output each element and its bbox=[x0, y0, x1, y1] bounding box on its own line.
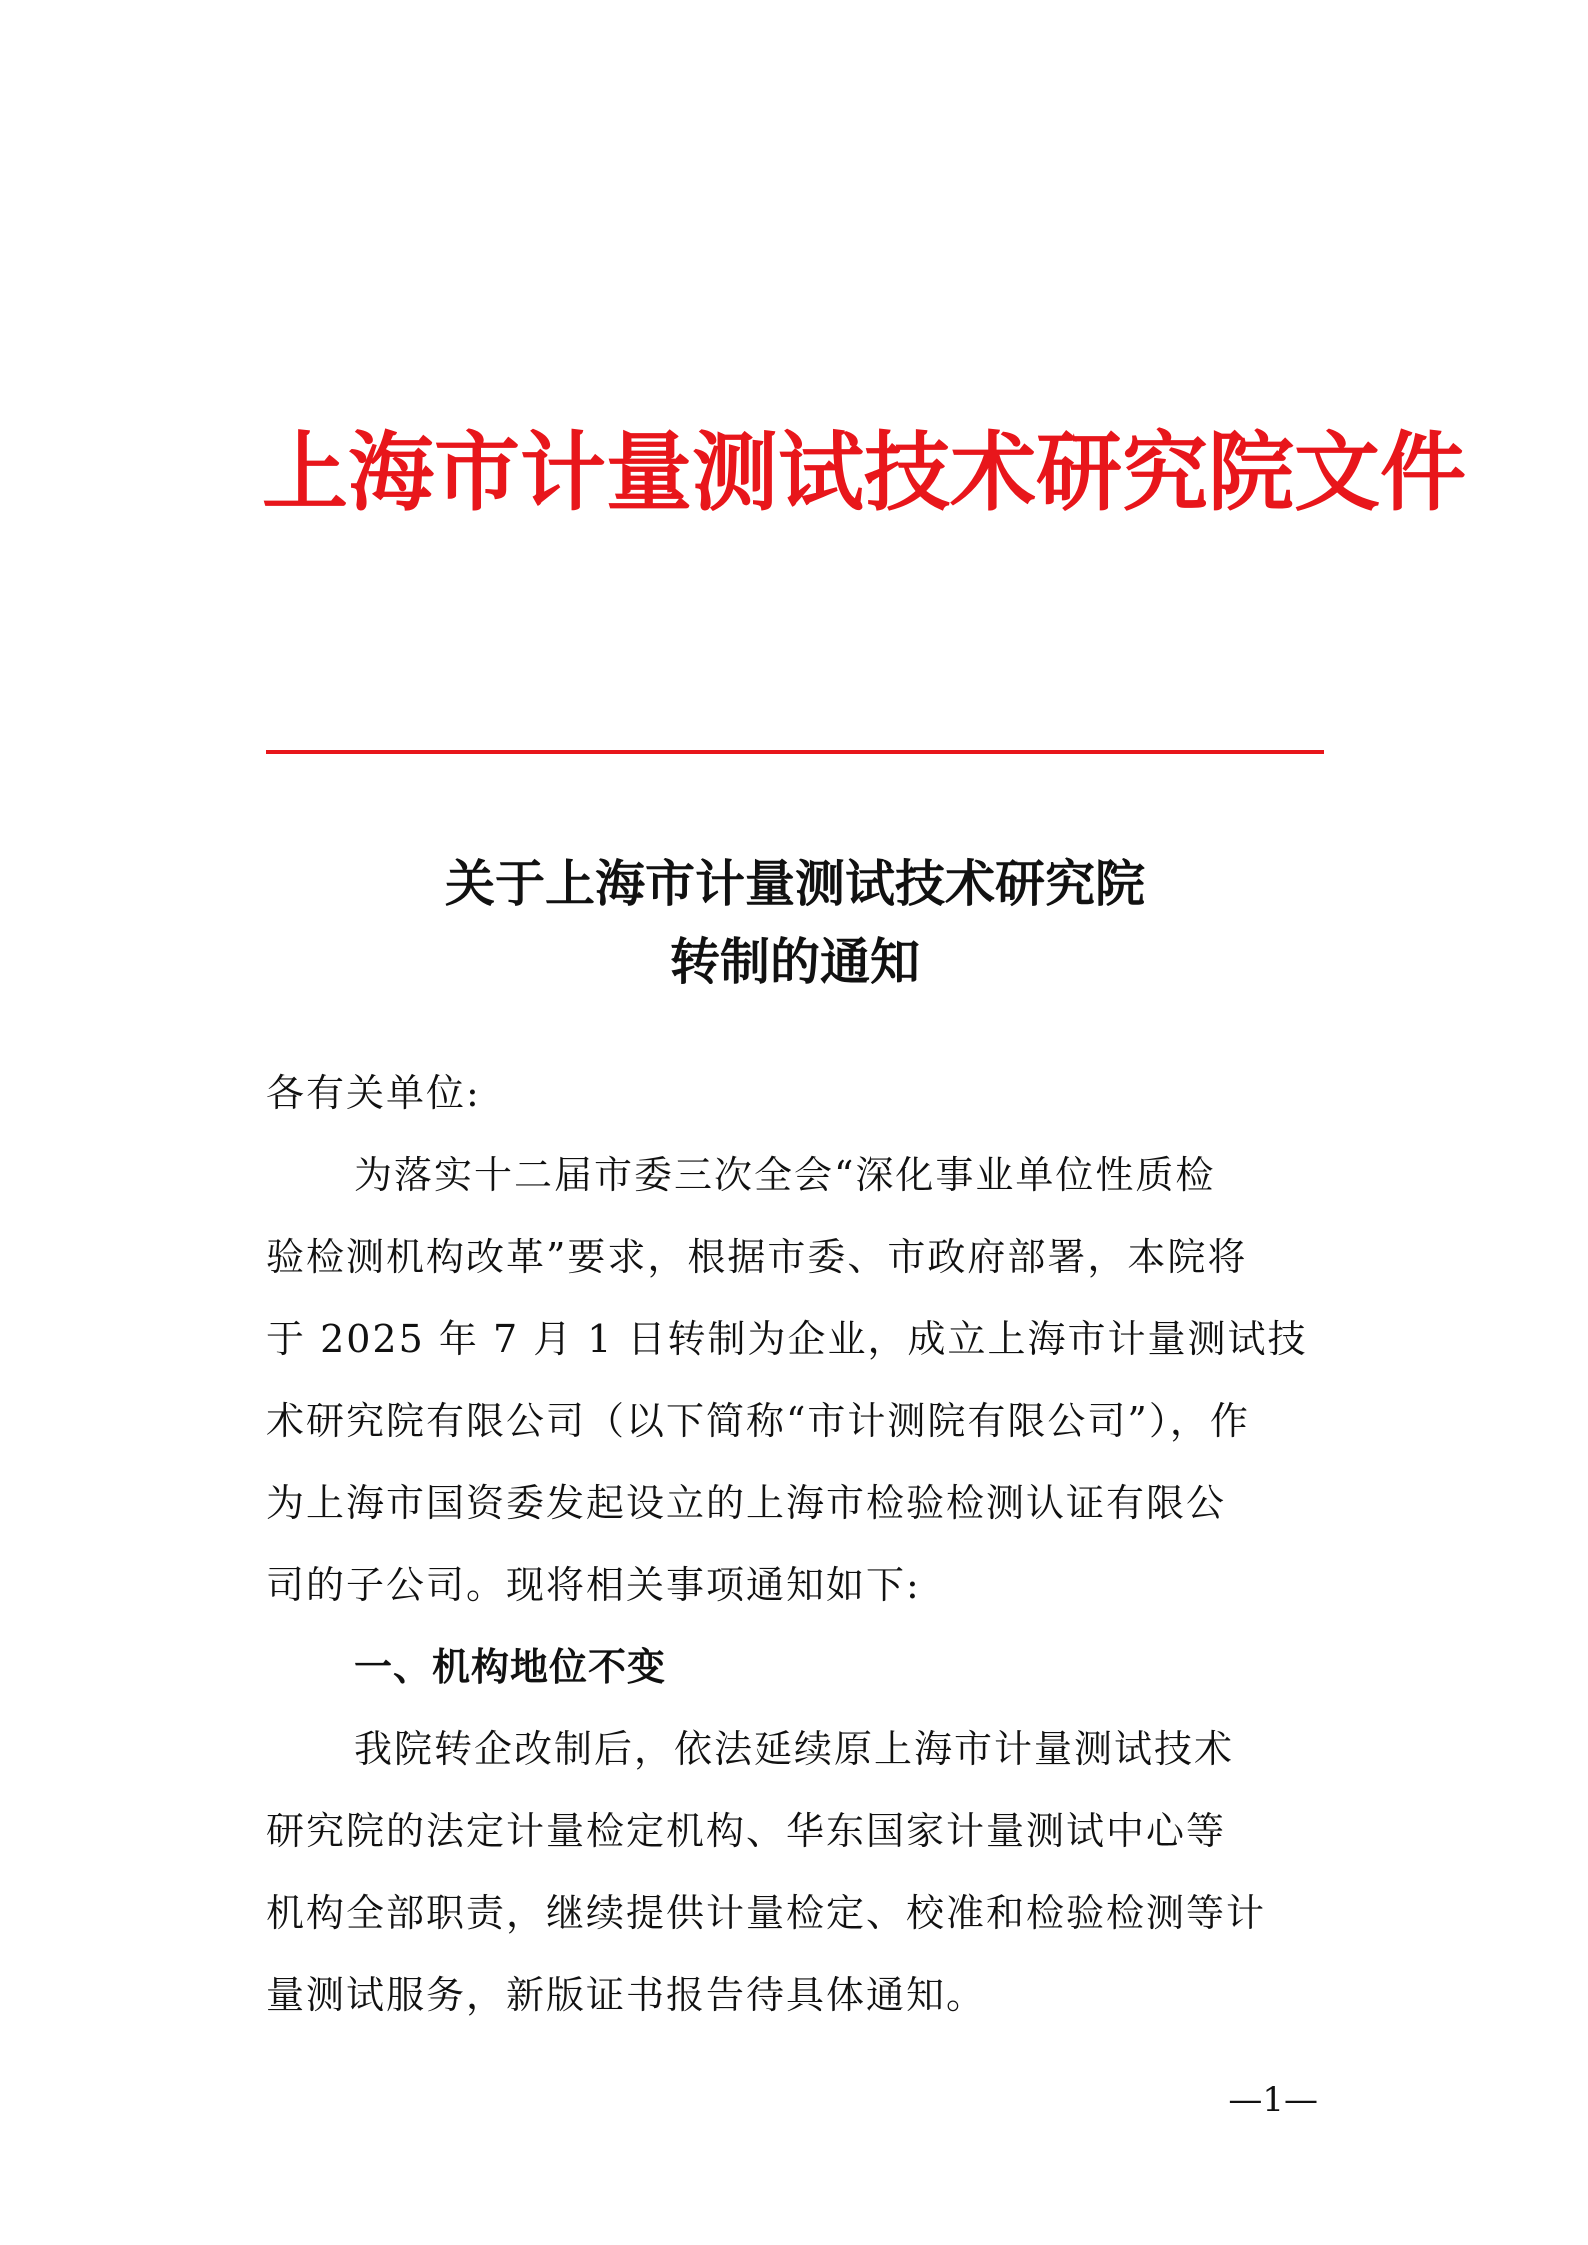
masthead-title: 上海市计量测试技术研究院文件 bbox=[262, 422, 1466, 523]
paragraph-2-line: 我院转企改制后，依法延续原上海市计量测试技术 bbox=[354, 1727, 1235, 1771]
document-title-line-2: 转制的通知 bbox=[670, 933, 920, 991]
salutation: 各有关单位: bbox=[266, 1071, 481, 1115]
paragraph-1-line: 于 2025 年 7 月 1 日转制为企业，成立上海市计量测试技 bbox=[266, 1317, 1308, 1361]
document-title-line-1: 关于上海市计量测试技术研究院 bbox=[445, 855, 1145, 913]
paragraph-2-line: 机构全部职责，继续提供计量检定、校准和检验检测等计 bbox=[266, 1891, 1267, 1935]
paragraph-1-line: 验检测机构改革”要求，根据市委、市政府部署，本院将 bbox=[266, 1235, 1248, 1279]
document-body bbox=[266, 1052, 1324, 2036]
page-number: —1— bbox=[1228, 2080, 1318, 2120]
paragraph-1-line: 术研究院有限公司（以下简称“市计测院有限公司”），作 bbox=[266, 1399, 1250, 1443]
section-1-heading: 一、机构地位不变 bbox=[354, 1645, 667, 1689]
paragraph-1-line: 为落实十二届市委三次全会“深化事业单位性质检 bbox=[354, 1153, 1216, 1197]
paragraph-1-line: 为上海市国资委发起设立的上海市检验检测认证有限公 bbox=[266, 1481, 1227, 1525]
document-title bbox=[266, 845, 1324, 1001]
paragraph-1-line: 司的子公司。现将相关事项通知如下: bbox=[266, 1563, 921, 1607]
paragraph-2-line: 研究院的法定计量检定机构、华东国家计量测试中心等 bbox=[266, 1809, 1227, 1853]
paragraph-2-line: 量测试服务，新版证书报告待具体通知。 bbox=[266, 1973, 987, 2017]
red-divider-line bbox=[266, 750, 1324, 754]
